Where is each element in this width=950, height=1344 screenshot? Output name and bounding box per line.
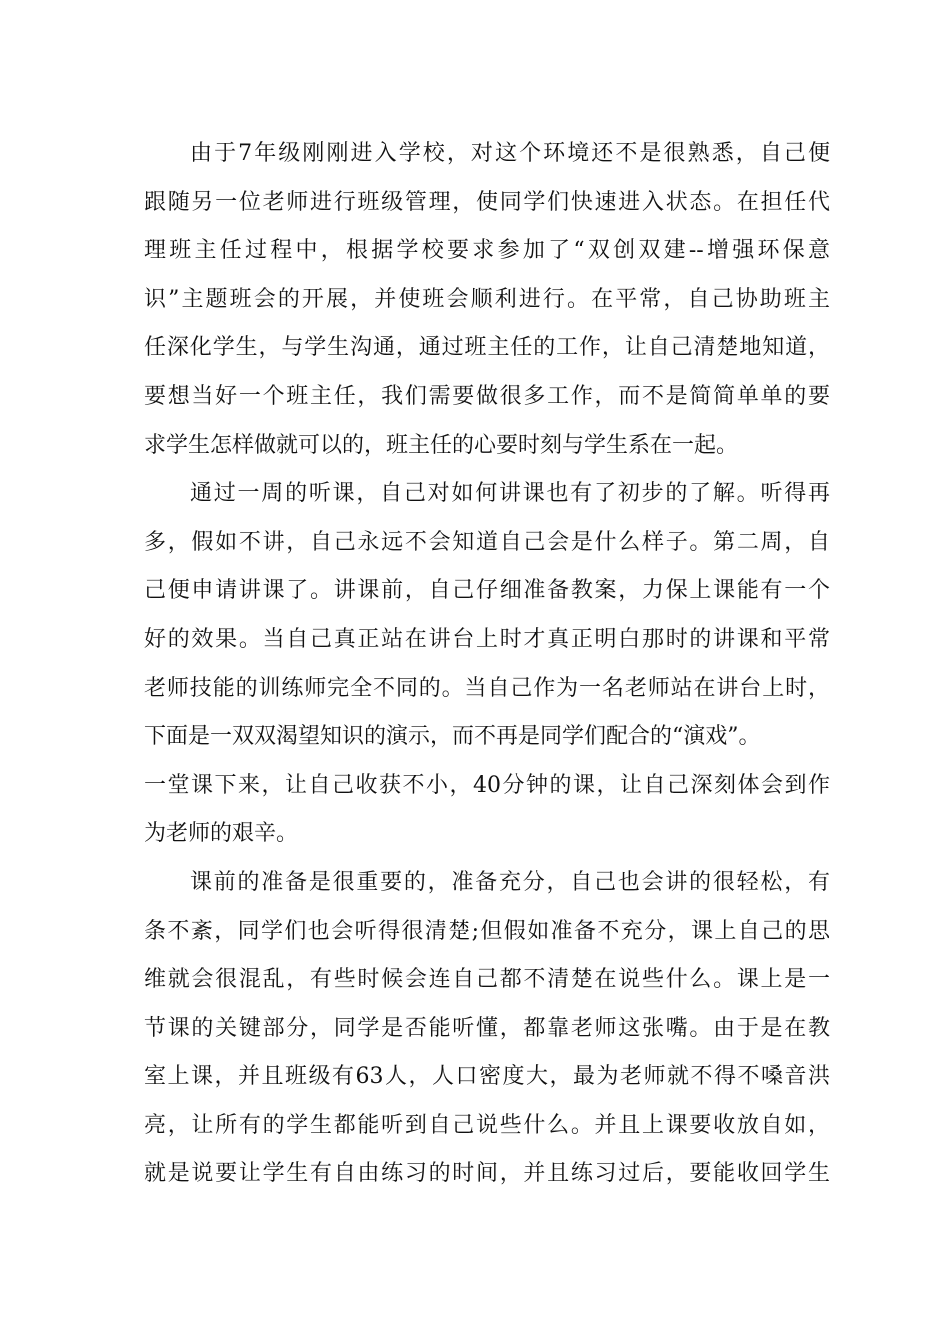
text-line: 多，假如不讲，自己永远不会知道自己会是什么样子。第二周，自: [144, 529, 830, 555]
text-line: 通过一周的听课，自己对如何讲课也有了初步的了解。听得再: [190, 481, 830, 507]
text-line: 维就会很混乱，有些时候会连自己都不清楚在说些什么。课上是一: [144, 967, 830, 993]
text-line: 课前的准备是很重要的，准备充分，自己也会讲的很轻松，有: [190, 869, 830, 895]
text-line: 一堂课下来，让自己收获不小，40分钟的课，让自己深刻体会到作: [144, 772, 830, 798]
text-line: 理班主任过程中，根据学校要求参加了“双创双建--增强环保意: [144, 238, 830, 264]
text-line: 为老师的艰辛。: [144, 821, 299, 847]
text-line: 要想当好一个班主任，我们需要做很多工作，而不是简简单单的要: [144, 383, 830, 409]
text-line: 室上课，并且班级有63人，人口密度大，最为老师就不得不嗓音洪: [144, 1064, 830, 1090]
text-line: 下面是一双双渴望知识的演示，而不再是同学们配合的“演戏”。: [144, 724, 761, 750]
text-line: 跟随另一位老师进行班级管理，使同学们快速进入状态。在担任代: [144, 189, 830, 215]
text-line: 任深化学生，与学生沟通，通过班主任的工作，让自己清楚地知道，: [144, 335, 830, 361]
body-text: [144, 130, 830, 1199]
text-line: 由于7年级刚刚进入学校，对这个环境还不是很熟悉，自己便: [190, 141, 830, 166]
text-line: 节课的关键部分，同学是否能听懂，都靠老师这张嘴。由于是在教: [144, 1015, 830, 1041]
text-line: 求学生怎样做就可以的，班主任的心要时刻与学生系在一起。: [144, 432, 739, 458]
text-line: 好的效果。当自己真正站在讲台上时才真正明白那时的讲课和平常: [144, 626, 830, 652]
text-line: 就是说要让学生有自由练习的时间，并且练习过后，要能收回学生: [144, 1161, 830, 1187]
text-line: 条不紊，同学们也会听得很清楚;但假如准备不充分，课上自己的思: [144, 918, 830, 944]
text-line: 老师技能的训练师完全不同的。当自己作为一名老师站在讲台上时，: [144, 675, 830, 701]
text-line: 亮，让所有的学生都能听到自己说些什么。并且上课要收放自如，: [144, 1112, 830, 1138]
text-line: 识”主题班会的开展，并使班会顺利进行。在平常，自己协助班主: [144, 286, 830, 312]
text-line: 己便申请讲课了。讲课前，自己仔细准备教案，力保上课能有一个: [144, 578, 830, 604]
